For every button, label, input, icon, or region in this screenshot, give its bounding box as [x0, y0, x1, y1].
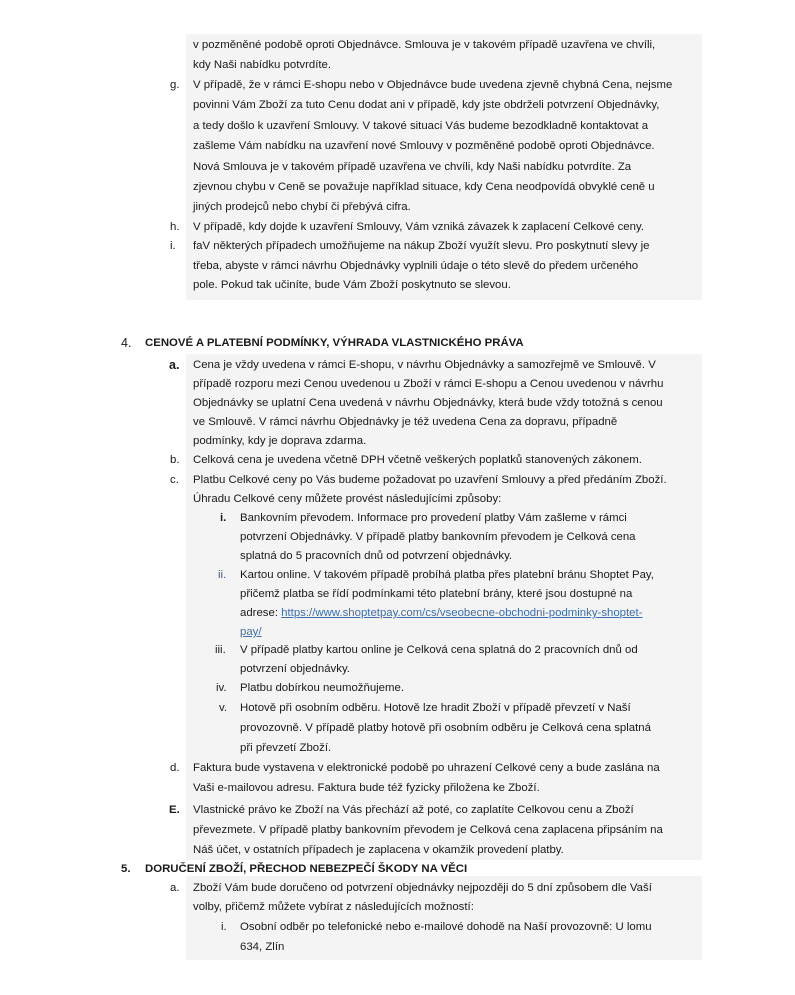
- text-line: přičemž platba se řídí podmínkami této platební brány, které jsou dostupné na: [240, 588, 633, 600]
- text-line: Faktura bude vystavena v elektronické podobě po uhrazení Celkové ceny a bude zaslána na: [193, 762, 660, 774]
- text-line: Celková cena je uvedena včetně DPH včetně veškerých poplatků stanovených zákonem.: [193, 454, 642, 466]
- text-line: Platbu dobírkou neumožňujeme.: [240, 682, 405, 694]
- text-line: jiných prodejců nebo chybí či přebývá cifra.: [193, 201, 411, 213]
- text-line: zašleme Vám nabídku na uzavření nové Smlouvy v pozměněné podobě oproti Objednávce.: [193, 140, 655, 152]
- text-line: V případě platby kartou online je Celková cena splatná do 2 pracovních dnů od: [240, 644, 638, 656]
- section-title: CENOVÉ A PLATEBNÍ PODMÍNKY, VÝHRADA VLASTNICKÉHO PRÁVA: [145, 337, 524, 349]
- shoptet-pay-terms-link[interactable]: https://www.shoptetpay.com/cs/vseobecne-obchodni-podminky-shoptet-: [281, 607, 643, 619]
- text-line: potvrzení Objednávky. V případě platby bankovním převodem je Celková cena: [240, 531, 636, 543]
- text-line: podmínky, kdy je doprava zdarma.: [193, 435, 367, 447]
- text-line: [240, 605, 642, 621]
- list-marker: c.: [170, 474, 179, 486]
- text-line: volby, přičemž můžete vybírat z následujících možností:: [193, 901, 474, 913]
- text-line: zjevnou chybu v Ceně se považuje například situace, kdy Cena neodpovídá obvyklé ceně u: [193, 181, 655, 193]
- list-marker: a.: [169, 358, 180, 372]
- text-line: Bankovním převodem. Informace pro provedení platby Vám zašleme v rámci: [240, 512, 627, 524]
- text-line: ve Smlouvě. V rámci návrhu Objednávky je též uvedena Cena za dopravu, případně: [193, 416, 618, 428]
- list-marker: iv.: [216, 682, 227, 694]
- section-title: DORUČENÍ ZBOŽÍ, PŘECHOD NEBEZPEČÍ ŠKODY NA VĚCI: [145, 863, 468, 875]
- text-line: provozovně. V případě platby hotově při osobním odběru je Celková cena splatná: [240, 722, 651, 734]
- text-line: Zboží Vám bude doručeno od potvrzení objednávky nejpozději do 5 dní způsobem dle Vaší: [193, 882, 652, 894]
- list-marker: d.: [170, 762, 180, 774]
- link-prefix: adrese:: [240, 607, 282, 619]
- list-marker: h.: [170, 221, 180, 233]
- text-line: Vaši e-mailovou adresu. Faktura bude též fyzicky přiložena ke Zboží.: [193, 782, 540, 794]
- text-line: Objednávky se uplatní Cena uvedená v návrhu Objednávky, která bude vždy totožná s cenou: [193, 397, 663, 409]
- list-marker: i.: [170, 240, 176, 252]
- text-line: splatná do 5 pracovních dnů od potvrzení objednávky.: [240, 550, 513, 562]
- list-marker: g.: [170, 79, 180, 91]
- text-line: převezmete. V případě platby bankovním převodem je Celková cena zaplacena připsáním na: [193, 824, 663, 836]
- list-marker: iii.: [215, 644, 226, 656]
- text-line: při převzetí Zboží.: [240, 742, 332, 754]
- text-line: 634, Zlín: [240, 941, 285, 953]
- text-line: v pozměněné podobě oproti Objednávce. Smlouva je v takovém případě uzavřena ve chvíli,: [193, 39, 656, 51]
- section-number: 4.: [121, 336, 132, 350]
- list-marker: i.: [220, 512, 227, 524]
- shoptet-pay-terms-link[interactable]: pay/: [240, 626, 262, 638]
- text-line: Cena je vždy uvedena v rámci E-shopu, v návrhu Objednávky a samozřejmě ve Smlouvě. V: [193, 359, 656, 371]
- text-line: pole. Pokud tak učiníte, bude Vám Zboží poskytnuto se slevou.: [193, 279, 511, 291]
- list-marker: ii.: [218, 569, 227, 581]
- text-line: Osobní odběr po telefonické nebo e-mailové dohodě na Naší provozovně: U lomu: [240, 921, 652, 933]
- text-line: V případě, že v rámci E-shopu nebo v Objednávce bude uvedena zjevně chybná Cena, nejsme: [193, 79, 673, 91]
- list-marker: a.: [170, 882, 180, 894]
- list-marker: E.: [169, 804, 180, 816]
- text-line: Úhradu Celkové ceny můžete provést následujícími způsoby:: [193, 493, 502, 505]
- text-line: [240, 624, 262, 640]
- list-marker: i.: [221, 921, 227, 933]
- text-line: kdy Naši nabídku potvrdíte.: [193, 59, 332, 71]
- text-line: a tedy došlo k uzavření Smlouvy. V takové situaci Vás budeme bezodkladně kontaktovat a: [193, 120, 649, 132]
- text-line: třeba, abyste v rámci návrhu Objednávky vyplnili údaje o této slevě do předem určeného: [193, 260, 639, 272]
- section-number: 5.: [121, 863, 131, 875]
- text-line: Hotově při osobním odběru. Hotově lze hradit Zboží v případě převzetí v Naší: [240, 702, 631, 714]
- text-line: Nová Smlouva je v takovém případě uzavřena ve chvíli, kdy Naši nabídku potvrdíte. Za: [193, 161, 632, 173]
- text-line: případě rozporu mezi Cenou uvedenou u Zboží v rámci E-shopu a Cenou uvedenou v návrhu: [193, 378, 664, 390]
- text-line: potvrzení objednávky.: [240, 663, 350, 675]
- list-marker: v.: [219, 702, 228, 714]
- text-line: faV některých případech umožňujeme na nákup Zboží využít slevu. Pro poskytnutí slevy je: [193, 240, 650, 252]
- text-line: V případě, kdy dojde k uzavření Smlouvy, Vám vzniká závazek k zaplacení Celkové ceny.: [193, 221, 644, 233]
- text-line: Kartou online. V takovém případě probíhá platba přes platební bránu Shoptet Pay,: [240, 569, 654, 581]
- text-line: Vlastnické právo ke Zboží na Vás přechází až poté, co zaplatíte Celkovou cenu a Zboží: [193, 804, 634, 816]
- list-marker: b.: [170, 454, 180, 466]
- text-line: Platbu Celkové ceny po Vás budeme požadovat po uzavření Smlouvy a před předáním Zboží.: [193, 474, 667, 486]
- text-line: Náš účet, v ostatních případech je zaplacena v okamžik provedení platby.: [193, 844, 564, 856]
- text-line: povinni Vám Zboží za tuto Cenu dodat ani v případě, kdy jste obdrželi potvrzení Objednávky,: [193, 99, 660, 111]
